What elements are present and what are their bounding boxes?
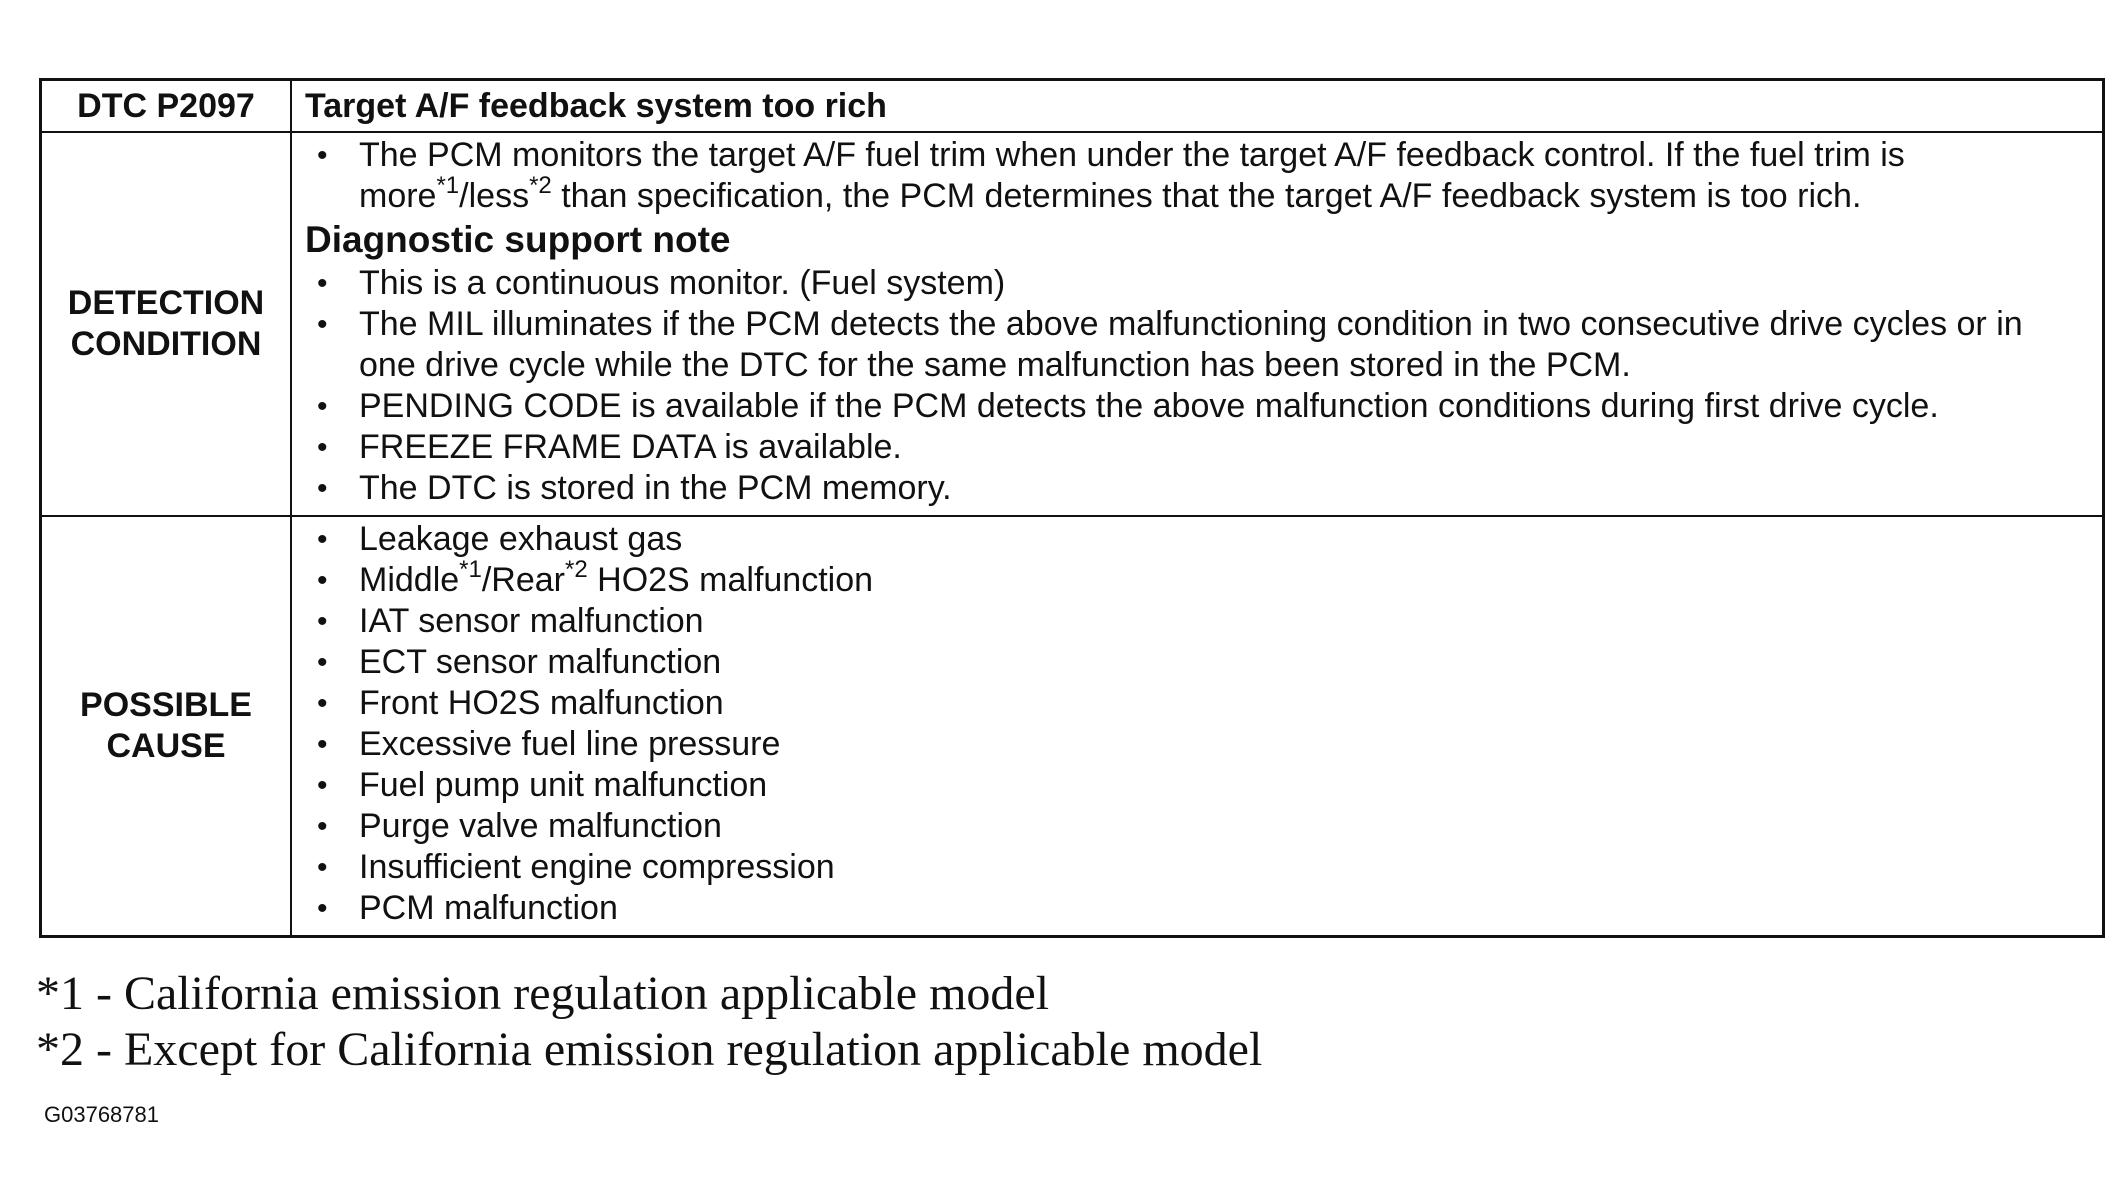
cause-list: [305, 519, 2082, 929]
cause-content: [291, 516, 2104, 937]
bullet-icon: •: [317, 646, 328, 679]
footnote-2: *2 - Except for California emission regulation applicable model: [36, 1023, 1263, 1076]
support-note-text: PENDING CODE is available if the PCM detects the above malfunction conditions during first drive cycle.: [359, 387, 1939, 425]
dtc-title: Target A/F feedback system too rich: [291, 80, 2104, 133]
support-note-text: This is a continuous monitor. (Fuel system): [359, 264, 1006, 302]
footnote-1: *1 - California emission regulation applicable model: [36, 967, 1050, 1020]
cause-label-line1: POSSIBLE: [80, 686, 252, 724]
bullet-icon: •: [317, 139, 328, 172]
list-item: [305, 135, 2082, 217]
bullet-icon: •: [317, 728, 328, 761]
bullet-icon: •: [317, 267, 328, 300]
footnote-mark: *1: [436, 171, 460, 199]
intro-text-b: /less: [459, 177, 530, 215]
intro-text-c: than specification, the PCM determines that the target A/F feedback system is too rich.: [551, 177, 1862, 215]
list-item: [305, 765, 2082, 806]
intro-text-a: The PCM monitors the target A/F fuel trim when under the target A/F feedback control. If the fuel trim is more: [359, 136, 1905, 215]
list-item: [305, 724, 2082, 765]
list-item: [305, 263, 2082, 304]
cause-item-text: Purge valve malfunction: [359, 807, 722, 845]
table-header-row: [41, 80, 2104, 133]
list-item: [305, 386, 2082, 427]
list-item: [305, 888, 2082, 929]
footnote-mark: *2: [565, 555, 588, 583]
dtc-table: [39, 78, 2105, 938]
detection-label-line1: DETECTION: [67, 284, 265, 322]
support-note-list: [305, 263, 2082, 509]
list-item: [305, 427, 2082, 468]
bullet-icon: •: [317, 431, 328, 464]
bullet-icon: •: [317, 523, 328, 556]
bullet-icon: •: [317, 892, 328, 925]
support-note-text: The MIL illuminates if the PCM detects the above malfunctioning condition in two consecutive drive cycles or in one drive cycle while the DTC for the same malfunction has been stored in the PCM.: [359, 305, 2023, 384]
list-item: [305, 468, 2082, 509]
support-note-text: FREEZE FRAME DATA is available.: [359, 428, 902, 466]
cause-item-text: Leakage exhaust gas: [359, 520, 683, 558]
cause-label: [41, 516, 292, 937]
bullet-icon: •: [317, 851, 328, 884]
figure-code: G03768781: [44, 1102, 159, 1127]
footnote-mark: *2: [529, 171, 552, 199]
detection-intro-list: [305, 135, 2082, 217]
detection-label: [41, 132, 292, 516]
bullet-icon: •: [317, 390, 328, 423]
bullet-icon: •: [317, 564, 328, 597]
cause-label-line2: CAUSE: [106, 727, 226, 765]
footnotes: [36, 966, 1262, 1078]
cause-item-text: IAT sensor malfunction: [359, 602, 704, 640]
cause-item-text-a: Middle: [359, 561, 460, 599]
cause-item-text: Front HO2S malfunction: [359, 684, 724, 722]
cause-item-text-c: HO2S malfunction: [587, 561, 874, 599]
bullet-icon: •: [317, 810, 328, 843]
cause-item-text: Fuel pump unit malfunction: [359, 766, 768, 804]
cause-row: [41, 516, 2104, 937]
support-note-heading: Diagnostic support note: [305, 219, 731, 260]
bullet-icon: •: [317, 472, 328, 505]
cause-item-text-b: /Rear: [481, 561, 565, 599]
list-item: [305, 847, 2082, 888]
list-item: [305, 304, 2082, 386]
list-item: [305, 642, 2082, 683]
detection-label-line2: CONDITION: [70, 325, 262, 363]
list-item: [305, 555, 2082, 601]
list-item: [305, 683, 2082, 724]
support-note-text: The DTC is stored in the PCM memory.: [359, 469, 952, 507]
detection-row: [41, 132, 2104, 516]
bullet-icon: •: [317, 605, 328, 638]
list-item: [305, 806, 2082, 847]
bullet-icon: •: [317, 308, 328, 341]
bullet-icon: •: [317, 769, 328, 802]
detection-content: [291, 132, 2104, 516]
bullet-icon: •: [317, 687, 328, 720]
list-item: [305, 519, 2082, 560]
cause-item-text: PCM malfunction: [359, 889, 618, 927]
dtc-code: DTC P2097: [41, 80, 292, 133]
cause-item-text: ECT sensor malfunction: [359, 643, 722, 681]
list-item: [305, 601, 2082, 642]
cause-item-text: Excessive fuel line pressure: [359, 725, 781, 763]
footnote-mark: *1: [459, 555, 482, 583]
cause-item-text: Insufficient engine compression: [359, 848, 835, 886]
